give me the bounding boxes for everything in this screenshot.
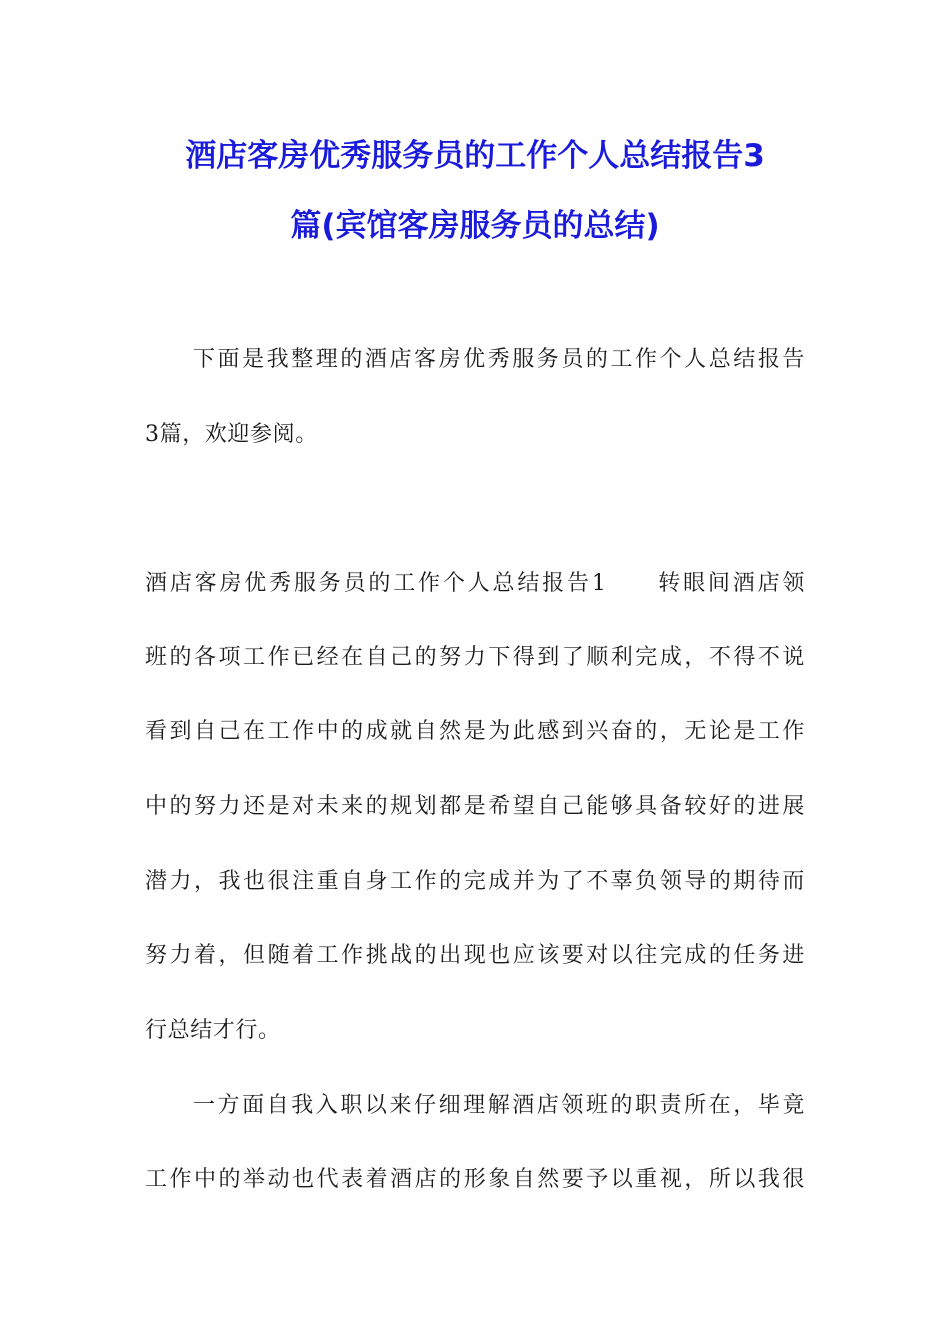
- intro-line-2: 3篇，欢迎参阅。: [145, 422, 318, 447]
- section1-line-7: 行总结才行。: [145, 1018, 281, 1043]
- section1-line-5: 潜力，我也很注重自身工作的完成并为了不辜负领导的期待而: [145, 869, 805, 894]
- section1-line-3: 看到自己在工作中的成就自然是为此感到兴奋的，无论是工作: [145, 719, 805, 744]
- intro-line-1: 下面是我整理的酒店客房优秀服务员的工作个人总结报告: [193, 347, 805, 372]
- section2-line-2: 工作中的举动也代表着酒店的形象自然要予以重视，所以我很: [145, 1167, 805, 1192]
- document-title-line-1: 酒店客房优秀服务员的工作个人总结报告3: [185, 138, 765, 174]
- section1-line-4: 中的努力还是对未来的规划都是希望自己能够具备较好的进展: [145, 794, 805, 819]
- document-title-line-2: 篇(宾馆客房服务员的总结): [290, 208, 660, 244]
- section2-line-1: 一方面自我入职以来仔细理解酒店领班的职责所在，毕竟: [193, 1093, 805, 1118]
- section1-line-6: 努力着，但随着工作挑战的出现也应该要对以往完成的任务进: [145, 943, 805, 968]
- section1-line-1: 酒店客房优秀服务员的工作个人总结报告1 转眼间酒店领: [145, 571, 805, 596]
- section1-line-2: 班的各项工作已经在自己的努力下得到了顺利完成，不得不说: [145, 645, 805, 670]
